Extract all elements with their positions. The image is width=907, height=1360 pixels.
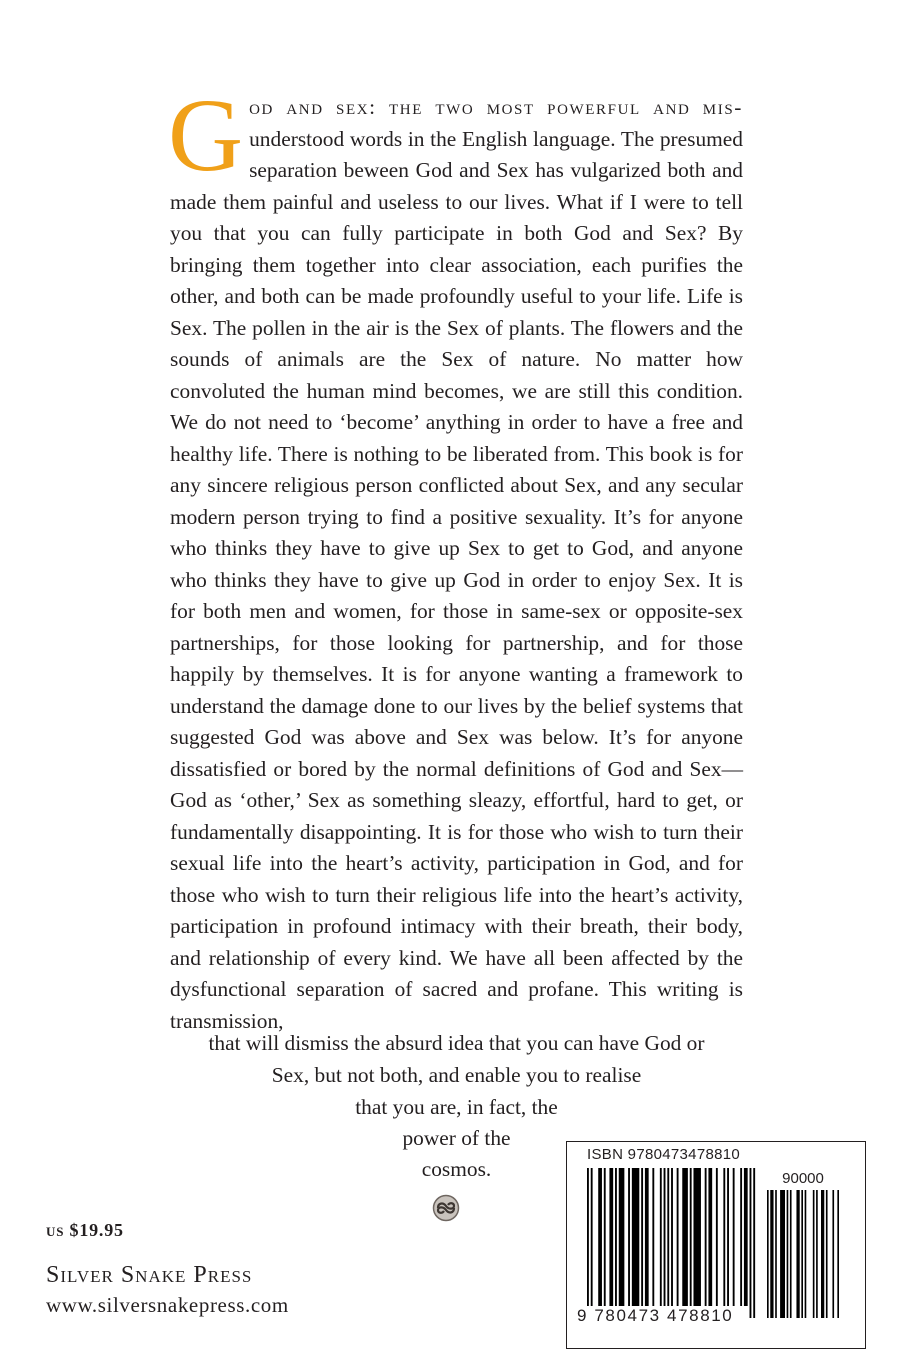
barcode-bar: [660, 1168, 662, 1306]
barcode-bar: [727, 1168, 729, 1306]
blurb-body: understood words in the English language. The presumed separation beween God and Sex has vulgarized both and made them painful and useless to our lives. What if I were to tell you that you can fully participate in both God and Sex? By bringing them together into clear association, each purifies the other, and both can be made profoundly useful to your life. Life is Sex. The pollen in the air is the Sex of plants. The flowers and the sounds of animals are the Sex of nature. No matter how convoluted the human mind becomes, we are still this condition. We do not need to ‘become’ anything in order to have a free and healthy life. There is nothing to be liberated from. This book is for any sincere religious person conflicted about Sex, and any secular modern person trying to find a positive sexuality. It’s for anyone who thinks they have to give up Sex to get to God, and anyone who thinks they have to give up God in order to enjoy Sex. It is for both men and women, for those in same-sex or opposite-sex partnerships, for those looking for partnership, and for those happily by themselves. It is for anyone wanting a framework to understand the damage done to our lives by the belief systems that suggested God was above and Sex was below. It’s for anyone dissatisfied or bored by the normal definitions of God and Sex—God as ‘other,’ Sex as something sleazy, effortful, hard to get, or fundamentally disappointing. It is for those who wish to turn their sexual life into the heart’s activity, participation in God, and for those who wish to turn their religious life into the heart’s activity, participation in profound intimacy with their breath, their body, and relationship of every kind. We have all been affected by the dysfunctional separation of sacred and profane. This writing is transmission,: [170, 126, 743, 1033]
barcode-bar: [641, 1168, 643, 1306]
blurb-tail-line-1: that will dismiss the absurd idea that you can have God or: [208, 1031, 705, 1055]
barcode-bar: [801, 1190, 803, 1318]
barcode-bar: [753, 1168, 755, 1318]
blurb-tail-line-2: Sex, but not both, and enable you to realise: [271, 1063, 642, 1087]
barcode-bar: [667, 1168, 669, 1318]
barcode-bar: [671, 1168, 673, 1318]
blurb-tail-line-5: cosmos.: [421, 1157, 492, 1181]
barcode-digits: 9 780473 478810: [577, 1306, 734, 1325]
barcode-bar: [705, 1168, 707, 1306]
barcode-bar: [780, 1190, 785, 1318]
barcode-bar: [628, 1168, 630, 1306]
barcode-bar: [813, 1190, 815, 1318]
publisher-website: www.silversnakepress.com: [46, 1293, 289, 1317]
isbn-label: ISBN 9780473478810: [587, 1146, 741, 1163]
barcode-bar: [821, 1190, 824, 1318]
barcode-bar: [816, 1190, 818, 1318]
barcode-bar: [604, 1168, 606, 1306]
barcode-bar: [693, 1168, 700, 1306]
barcode-bar: [690, 1168, 692, 1306]
blurb-opening: od and sex: the two most powerful and mis-: [249, 95, 743, 119]
barcode-bar: [790, 1190, 792, 1318]
barcode-bar: [598, 1168, 602, 1306]
blurb-paragraph: [168, 78, 743, 1037]
barcode-bar: [744, 1168, 748, 1306]
barcode-bar: [645, 1168, 649, 1306]
barcode-bar: [826, 1190, 828, 1318]
barcode-bar: [733, 1168, 735, 1306]
barcode-bar: [723, 1168, 725, 1306]
barcode-bar: [787, 1190, 789, 1318]
barcode-bar: [619, 1168, 625, 1306]
barcode-bar: [750, 1168, 752, 1318]
barcode-bars: [587, 1168, 757, 1318]
barcode-bar: [837, 1190, 839, 1318]
addon-code: 90000: [782, 1170, 824, 1187]
blurb-tail-line-4: power of the: [402, 1126, 511, 1150]
publisher-name: Silver Snake Press: [46, 1262, 253, 1288]
drop-cap: G: [168, 78, 244, 193]
isbn-barcode: [566, 1141, 866, 1349]
barcode-bar: [770, 1190, 773, 1318]
ouroboros-snake-icon: [432, 1194, 460, 1222]
barcode-bar: [796, 1190, 799, 1318]
barcode-bar: [591, 1168, 593, 1318]
barcode-bar: [664, 1168, 666, 1306]
barcode-bar: [677, 1168, 679, 1306]
addon-barcode-bars: [767, 1190, 839, 1318]
barcode-bar: [632, 1168, 639, 1306]
blurb-tail-line-3: that you are, in fact, the: [355, 1095, 558, 1119]
barcode-bar: [609, 1168, 613, 1306]
barcode-bar: [767, 1190, 769, 1318]
barcode-bar: [682, 1168, 688, 1306]
barcode-bar: [805, 1190, 807, 1318]
barcode-bar: [615, 1168, 617, 1306]
barcode-bar: [587, 1168, 589, 1318]
barcode-bar: [716, 1168, 718, 1306]
price: us $19.95: [46, 1220, 124, 1240]
barcode-bar: [708, 1168, 712, 1306]
barcode-bar: [740, 1168, 742, 1306]
barcode-bar: [832, 1190, 834, 1318]
barcode-bar: [652, 1168, 654, 1306]
barcode-bar: [775, 1190, 777, 1318]
